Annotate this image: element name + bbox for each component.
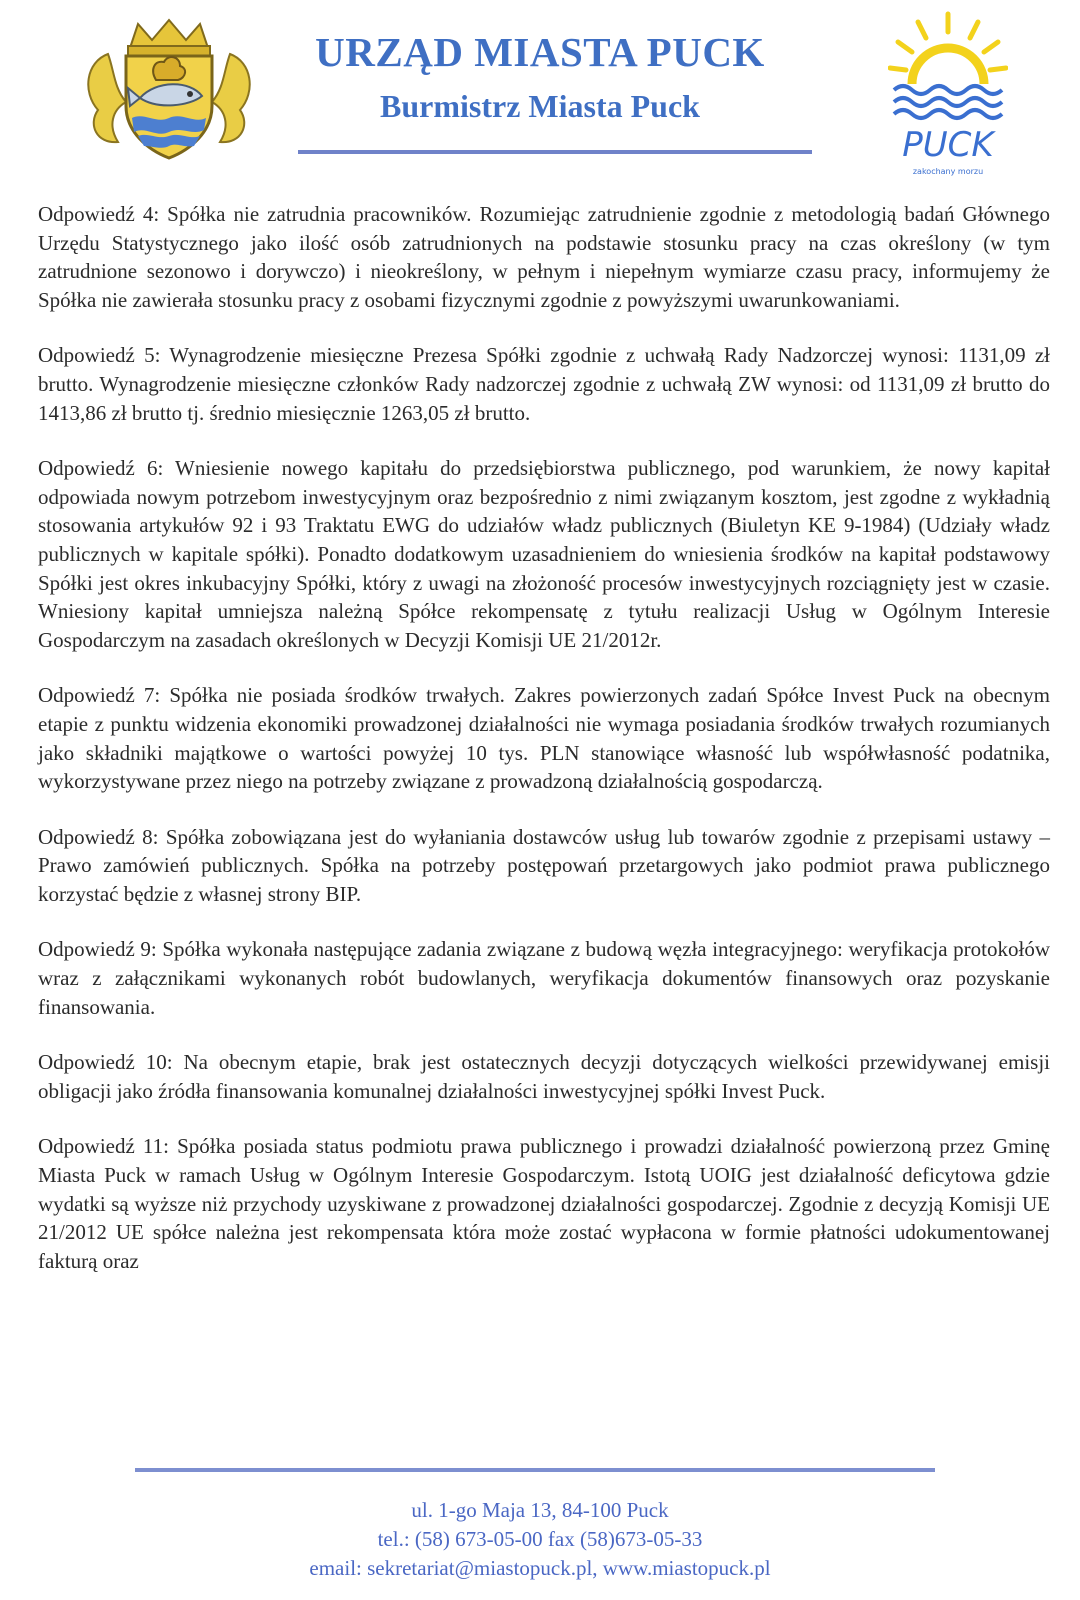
- footer-address: ul. 1-go Maja 13, 84-100 Puck: [411, 1498, 669, 1522]
- logo-tagline: zakochany morzu: [912, 167, 984, 176]
- puck-sun-logo-icon: [888, 10, 1008, 180]
- office-subtitle: Burmistrz Miasta Puck: [380, 88, 700, 124]
- footer-contact: [0, 1496, 1080, 1583]
- header-divider: [298, 150, 812, 154]
- office-title: URZĄD MIASTA PUCK: [315, 29, 765, 75]
- answer-5-paragraph: Odpowiedź 5: Wynagrodzenie miesięczne Prezesa Spółki zgodnie z uchwałą Rady Nadzorczej wynosi: 1131,09 zł brutto. Wynagrodzenie miesięczne członków Rady nadzorczej zgodnie z uchwałą ZW wynosi: od 1131,09 zł brutto do 1413,86 zł brutto tj. średnio miesięcznie 1263,05 zł brutto.: [38, 343, 1050, 425]
- answer-9-paragraph: Odpowiedź 9: Spółka wykonała następujące zadania związane z budową węzła integracyjnego: weryfikacja protokołów wraz z załącznikami wykonanych robót budowlanych, weryfikacja dokumentów finansowych oraz pozyskanie finansowania.: [38, 937, 1050, 1019]
- answer-11-paragraph: Odpowiedź 11: Spółka posiada status podmiotu prawa publicznego i prowadzi działalność powierzoną przez Gminę Miasta Puck w ramach Usług w Ogólnym Interesie Gospodarczym. Istotą UOIG jest działalność deficytowa gdzie wydatki są wyższe niż przychody uzyskiwane z prowadzonej działalności gospodarczej. Zgodnie z decyzją Komisji UE 21/2012 UE spółce należna jest rekompensata która może zostać wypłacona w formie płatności udokumentowanej fakturą oraz: [38, 1134, 1050, 1273]
- answer-8-paragraph: Odpowiedź 8: Spółka zobowiązana jest do wyłaniania dostawców usług lub towarów zgodnie z przepisami ustawy – Prawo zamówień publicznych. Spółka na potrzeby postępowań przetargowych jako podmiot prawa publicznego korzystać będzie z własnej strony BIP.: [38, 824, 1050, 906]
- answer-4-paragraph: Odpowiedź 4: Spółka nie zatrudnia pracowników. Rozumiejąc zatrudnienie zgodnie z metodologią badań Głównego Urzędu Statystycznego jako ilość osób zatrudnionych na podstawie stosunku pracy na czas określony (w tym zatrudnione sezonowo i dorywczo) i nieokreślony, w pełnym i niepełnym wymiarze czasu pracy, informujemy że Spółka nie zawierała stosunku pracy z osobami fizycznymi zgodnie z powyższymi uwarunkowaniami.: [38, 202, 1050, 312]
- answer-7-paragraph: Odpowiedź 7: Spółka nie posiada środków trwałych. Zakres powierzonych zadań Spółce Invest Puck na obecnym etapie z punktu widzenia ekonomiki prowadzonej działalności nie wymaga posiadania środków trwałych rozumianych jako składniki majątkowe o wartości powyżej 10 tys. PLN stanowiące własność lub współwłasność podatnika, wykorzystywane przez niego na potrzeby związane z prowadzoną działalnością gospodarczą.: [38, 683, 1050, 794]
- letter-body: [38, 200, 1050, 1302]
- city-crest-icon: [78, 14, 260, 162]
- answer-10-paragraph: Odpowiedź 10: Na obecnym etapie, brak jest ostatecznych decyzji dotyczących wielkości przewidywanej emisji obligacji jako źródła finansowania komunalnej działalności inwestycyjnej spółki Invest Puck.: [38, 1050, 1050, 1103]
- footer-email-web: email: sekretariat@miastopuck.pl, www.miastopuck.pl: [309, 1556, 771, 1580]
- logo-wordmark: PUCK: [902, 125, 994, 165]
- footer-phone-fax: tel.: (58) 673-05-00 fax (58)673-05-33: [377, 1527, 703, 1551]
- footer-divider: [135, 1468, 935, 1472]
- letterhead: [0, 0, 1080, 180]
- answer-6-paragraph: Odpowiedź 6: Wniesienie nowego kapitału do przedsiębiorstwa publicznego, pod warunkiem, że nowy kapitał odpowiada nowym potrzebom inwestycyjnym oraz bezpośrednio z nimi związanym kosztom, jest zgodne z wykładnią stosowania artykułów 92 i 93 Traktatu EWG do udziałów władz publicznych (Biuletyn KE 9-1984) (Udziały władz publicznych w kapitale spółki). Ponadto dodatkowym uzasadnieniem do wniesienia środków na kapitał podstawowy Spółki jest okres inkubacyjny Spółki, który z uwagi na złożoność procesów inwestycyjnych rozciągnięty jest w czasie. Wniesiony kapitał umniejsza należną Spółce rekompensatę z tytułu realizacji Usług w Ogólnym Interesie Gospodarczym na zasadach określonych w Decyzji Komisji UE 21/2012r.: [38, 456, 1050, 652]
